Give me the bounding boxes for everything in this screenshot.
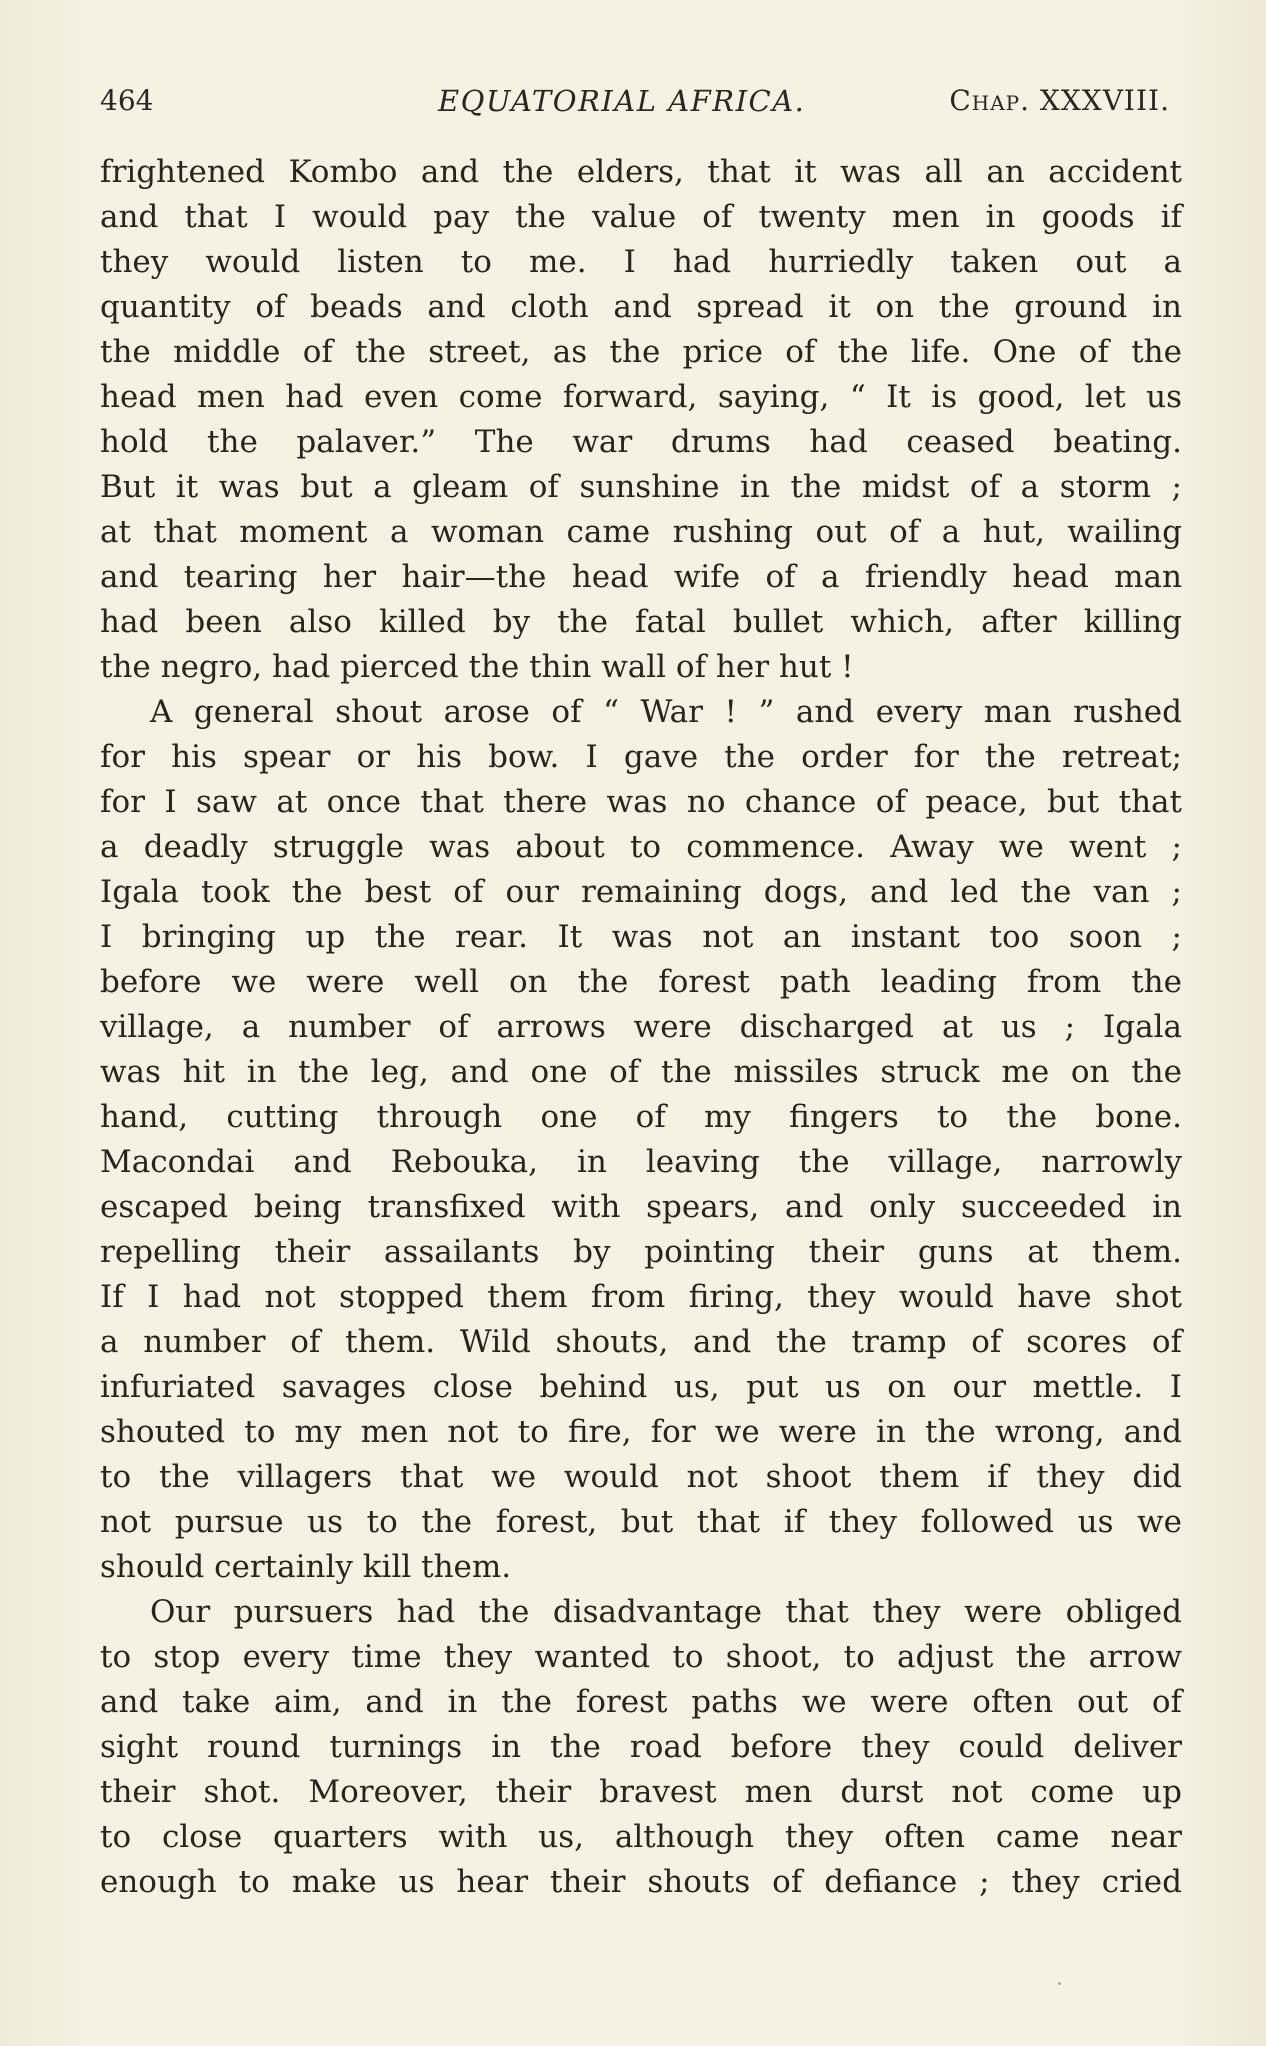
text-line: and take aim, and in the forest paths we were often out of [100, 1684, 1182, 1720]
text-line: Our pursuers had the disadvantage that they were obliged [150, 1594, 1182, 1630]
text-line: hold the palaver.” The war drums had ceased beating. [100, 424, 1182, 460]
text-line: before we were well on the forest path leading from the [100, 964, 1182, 1000]
text-line: hand, cutting through one of my fingers to the bone. [100, 1099, 1182, 1135]
text-line: at that moment a woman came rushing out of a hut, wailing [100, 514, 1182, 550]
text-line: and tearing her hair—the head wife of a friendly head man [100, 559, 1182, 595]
text-line: had been also killed by the fatal bullet which, after killing [100, 604, 1182, 640]
text-line: escaped being transfixed with spears, and only succeeded in [100, 1189, 1182, 1225]
text-line: enough to make us hear their shouts of defiance ; they cried [100, 1864, 1182, 1900]
text-line: But it was but a gleam of sunshine in the midst of a storm ; [100, 469, 1182, 505]
text-line: village, a number of arrows were discharged at us ; Igala [100, 1009, 1182, 1045]
running-title: EQUATORIAL AFRICA. [438, 84, 806, 118]
text-line: A general shout arose of “ War ! ” and every man rushed [150, 694, 1182, 730]
text-line: for I saw at once that there was no chance of peace, but that [100, 784, 1182, 820]
text-line: the negro, had pierced the thin wall of her hut ! [100, 649, 854, 685]
text-line: shouted to my men not to fire, for we were in the wrong, and [100, 1414, 1182, 1450]
text-line: Macondai and Rebouka, in leaving the village, narrowly [100, 1144, 1182, 1180]
text-line: infuriated savages close behind us, put us on our mettle. I [100, 1369, 1182, 1405]
text-line: Igala took the best of our remaining dogs, and led the van ; [100, 874, 1182, 910]
text-line: frightened Kombo and the elders, that it was all an accident [100, 154, 1182, 190]
text-line: to the villagers that we would not shoot them if they did [100, 1459, 1182, 1495]
text-line: quantity of beads and cloth and spread it on the ground in [100, 289, 1182, 325]
text-line: head men had even come forward, saying, “ It is good, let us [100, 379, 1182, 415]
text-line: sight round turnings in the road before they could deliver [100, 1729, 1182, 1765]
text-line: they would listen to me. I had hurriedly taken out a [100, 244, 1182, 280]
text-line: repelling their assailants by pointing their guns at them. [100, 1234, 1182, 1270]
text-line: and that I would pay the value of twenty men in goods if [100, 199, 1182, 235]
text-line: should certainly kill them. [100, 1549, 512, 1585]
page-number: 464 [100, 84, 154, 117]
text-line: the middle of the street, as the price of the life. One of the [100, 334, 1182, 370]
text-line: I bringing up the rear. It was not an instant too soon ; [100, 919, 1182, 955]
paper-speck [1058, 1982, 1061, 1985]
text-line: was hit in the leg, and one of the missiles struck me on the [100, 1054, 1182, 1090]
text-line: to stop every time they wanted to shoot, to adjust the arrow [100, 1639, 1182, 1675]
text-line: for his spear or his bow. I gave the order for the retreat; [100, 739, 1182, 775]
text-line: If I had not stopped them from firing, they would have shot [100, 1279, 1182, 1315]
text-line: a deadly struggle was about to commence. Away we went ; [100, 829, 1182, 865]
body-text [100, 150, 1182, 1905]
page-header [100, 84, 1170, 128]
chapter-label: Chap. XXXVIII. [949, 84, 1170, 117]
text-line: a number of them. Wild shouts, and the tramp of scores of [100, 1324, 1182, 1360]
text-line: to close quarters with us, although they often came near [100, 1819, 1182, 1855]
text-line: not pursue us to the forest, but that if they followed us we [100, 1504, 1182, 1540]
text-line: their shot. Moreover, their bravest men durst not come up [100, 1774, 1182, 1810]
